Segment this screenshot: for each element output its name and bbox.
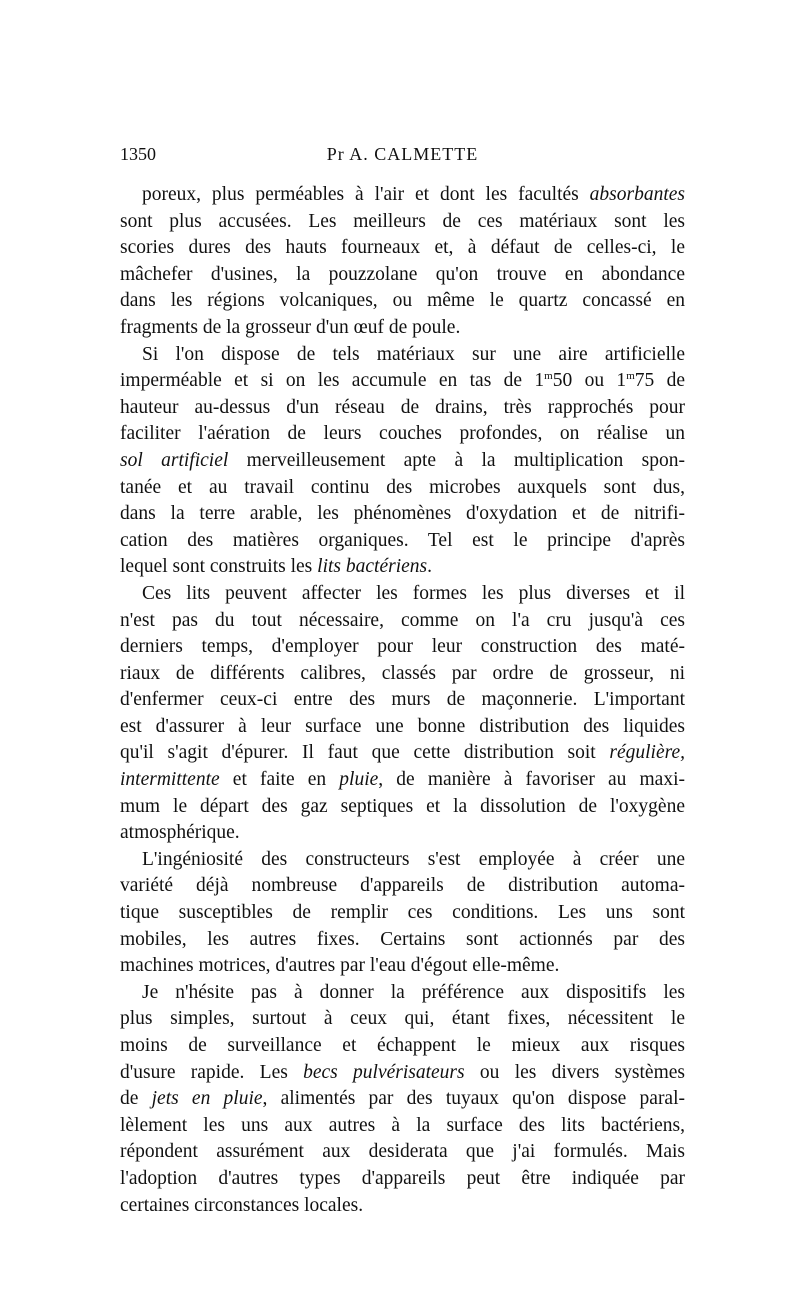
italic-run: intermittente — [120, 769, 220, 791]
text-line — [120, 1166, 685, 1193]
text-run: tanée et au travail continu des microbes auxquels sont dus, — [120, 476, 685, 498]
text-run: certaines circonstances locales. — [120, 1194, 364, 1216]
text-line — [120, 1006, 685, 1033]
text-run: L'ingéniosité des constructeurs s'est employée à créer une — [142, 848, 685, 870]
italic-run: becs pulvérisateurs — [303, 1061, 465, 1083]
text-run: l'adoption d'autres types d'appareils peut être indiquée par — [120, 1167, 685, 1189]
text-line — [120, 421, 685, 448]
text-line — [120, 608, 685, 635]
text-line — [120, 501, 685, 528]
text-line — [120, 953, 685, 980]
text-run: , alimentés par des tuyaux qu'on dispose paral- — [262, 1088, 686, 1110]
text-line — [120, 1193, 685, 1220]
text-run: machines motrices, d'autres par l'eau d'égout elle-même. — [120, 955, 560, 977]
italic-run: régulière, — [609, 742, 685, 764]
text-line — [120, 820, 685, 847]
text-line — [120, 288, 685, 315]
text-line — [120, 927, 685, 954]
text-run: fragments de la grosseur d'un œuf de poule. — [120, 316, 461, 338]
text-run: d'usure rapide. Les — [120, 1061, 304, 1083]
text-run: imperméable et si on les accumule en tas de 1 — [120, 370, 545, 392]
text-line — [120, 767, 685, 794]
italic-run: pluie — [339, 769, 379, 791]
text-line — [120, 209, 685, 236]
text-run: tique susceptibles de remplir ces conditions. Les uns sont — [120, 902, 685, 924]
text-run: mobiles, les autres fixes. Certains sont actionnés par des — [120, 928, 685, 950]
text-run: plus simples, surtout à ceux qui, étant fixes, nécessitent le — [120, 1008, 685, 1030]
text-line — [120, 368, 685, 395]
text-run: mâchefer d'usines, la pouzzolane qu'on trouve en abondance — [120, 263, 685, 285]
italic-run: absorbantes — [589, 184, 685, 205]
text-run: 50 ou 1 — [552, 370, 627, 392]
running-title: Pr A. CALMETTE — [326, 144, 479, 164]
text-run: cation des matières organiques. Tel est le principe d'après — [120, 529, 685, 551]
text-line — [120, 475, 685, 502]
text-run: variété déjà nombreuse d'appareils de distribution automa- — [120, 875, 685, 897]
text-run: scories dures des hauts fourneaux et, à défaut de celles-ci, le — [120, 237, 685, 259]
text-run: Si l'on dispose de tels matériaux sur une aire artificielle — [142, 343, 685, 365]
page-header — [120, 143, 685, 167]
text-run: est d'assurer à leur surface une bonne distribution des liquides — [120, 715, 685, 737]
text-line — [120, 448, 685, 475]
text-run: riaux de différents calibres, classés par ordre de grosseur, ni — [120, 662, 685, 684]
page-number: 1350 — [120, 144, 156, 164]
text-run: , de manière à favoriser au maxi- — [378, 769, 685, 791]
text-line — [120, 1086, 685, 1113]
text-run: Ces lits peuvent affecter les formes les plus diverses et il — [142, 582, 685, 604]
text-run: 75 de — [634, 370, 686, 392]
text-line — [120, 847, 685, 874]
text-line — [120, 262, 685, 289]
text-line — [120, 581, 685, 608]
text-run: poreux, plus perméables à l'air et dont les facultés — [142, 184, 590, 205]
text-line — [120, 661, 685, 688]
text-line — [120, 900, 685, 927]
text-run: lèlement les uns aux autres à la surface des lits bactériens, — [120, 1114, 685, 1136]
text-line — [120, 182, 685, 209]
text-run: de — [120, 1088, 152, 1110]
text-run: hauteur au-dessus d'un réseau de drains, très rapprochés pour — [120, 396, 685, 418]
unit-superscript: m — [544, 370, 553, 383]
text-run: d'enfermer ceux-ci entre des murs de maçonnerie. L'important — [120, 689, 685, 711]
text-line — [120, 395, 685, 422]
body-text — [120, 182, 685, 1219]
text-line — [120, 315, 685, 342]
text-run: lequel sont construits les — [120, 556, 318, 578]
text-run: ou les divers systèmes — [464, 1061, 685, 1083]
text-line — [120, 740, 685, 767]
text-run: moins de surveillance et échappent le mieux aux risques — [120, 1035, 685, 1056]
text-line — [120, 1060, 685, 1087]
text-line — [120, 687, 685, 714]
text-line — [120, 1033, 685, 1060]
text-run: faciliter l'aération de leurs couches profondes, on réalise un — [120, 423, 685, 445]
unit-superscript: m — [626, 370, 635, 383]
text-run: et faite en — [219, 769, 340, 791]
text-line — [120, 714, 685, 741]
text-line — [120, 794, 685, 821]
text-line — [120, 634, 685, 661]
text-run: mum le départ des gaz septiques et la dissolution de l'oxygène — [120, 795, 685, 817]
text-run: n'est pas du tout nécessaire, comme on l'a cru jusqu'à ces — [120, 609, 685, 631]
text-line — [120, 980, 685, 1007]
text-line — [120, 235, 685, 262]
text-run: merveilleusement apte à la multiplication spon- — [228, 449, 685, 471]
text-run: sont plus accusées. Les meilleurs de ces matériaux sont les — [120, 210, 685, 232]
text-run: Je n'hésite pas à donner la préférence aux dispositifs les — [142, 981, 685, 1003]
text-line — [120, 1139, 685, 1166]
text-line — [120, 342, 685, 369]
italic-run: lits bactériens — [317, 556, 428, 578]
text-run: atmosphérique. — [120, 822, 240, 844]
text-run: derniers temps, d'employer pour leur construction des maté- — [120, 636, 685, 658]
text-run: dans la terre arable, les phénomènes d'oxydation et de nitrifi- — [120, 503, 685, 525]
text-run: qu'il s'agit d'épurer. Il faut que cette distribution soit — [120, 742, 610, 764]
text-line — [120, 1113, 685, 1140]
text-line — [120, 873, 685, 900]
text-run: répondent assurément aux desiderata que j'ai formulés. Mais — [120, 1141, 685, 1163]
text-line — [120, 528, 685, 555]
italic-run: jets en pluie — [151, 1088, 263, 1110]
text-run: dans les régions volcaniques, ou même le quartz concassé en — [120, 290, 685, 312]
italic-run: sol artificiel — [120, 449, 229, 471]
text-line — [120, 554, 685, 581]
text-run: . — [427, 556, 432, 578]
